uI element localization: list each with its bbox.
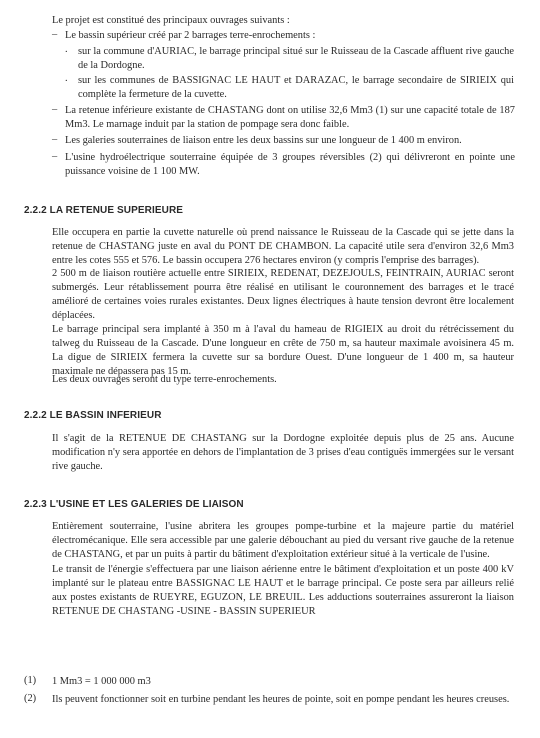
list-dash: –: [52, 104, 58, 115]
intro-item-lower-reservoir: La retenue inférieure existante de CHASTANG dont on utilise 32,6 Mm3 (1) sur une capacité totale de 187 Mm3. Le marnage induit par la station de pompage sera donc faible.: [65, 105, 515, 130]
upper-reservoir-paragraph-2: 2 500 m de liaison routière actuelle entre SIRIEIX, REDENAT, DEZEJOULS, FEINTRAIN, AURIAC seront submergés. Leur rétablissement pourra être réalisé en utilisant le couronnement des barrages et le tracé amélioré de certaines voies rurales existantes. Deux lignes électriques à haute tension devront être localement déplacées.: [52, 268, 514, 321]
section-heading-plant-galleries: 2.2.3 L'USINE ET LES GALERIES DE LIAISON: [24, 499, 244, 510]
section-heading-lower-basin: 2.2.2 LE BASSIN INFERIEUR: [24, 410, 162, 421]
upper-reservoir-paragraph-4: Les deux ouvrages seront du type terre-enrochements.: [52, 374, 277, 385]
section-heading-upper-reservoir: 2.2.2 LA RETENUE SUPERIEURE: [24, 205, 184, 216]
footnote-text: Ils peuvent fonctionner soit en turbine pendant les heures de pointe, soit en pompe pendant les heures creuses.: [52, 694, 510, 705]
intro-item-plant: L'usine hydroélectrique souterraine équipée de 3 groupes réversibles (2) qui délivreront en pointe une puissance voisine de 1 100 MW.: [65, 152, 515, 177]
footnote-number: (1): [24, 675, 37, 686]
list-dash: –: [52, 151, 58, 162]
list-bullet: .: [65, 73, 68, 84]
list-dash: –: [52, 134, 58, 145]
plant-paragraph-1: Entièrement souterraine, l'usine abritera les groupes pompe-turbine et la majeure partie du matériel électromécanique. Elle sera accessible par une galerie débouchant au pied du versant rive gauche de la retenue de CHASTANG, et par un puits à partir du bâtiment d'exploitation extérieur situé à la verticale de l'usine.: [52, 521, 514, 560]
lower-basin-paragraph: Il s'agit de la RETENUE DE CHASTANG sur la Dordogne exploitée depuis plus de 25 ans. Aucune modification n'y sera apportée en dehors de l'implantation de 3 prises d'eau contiguës immergées sur le versant rive gauche.: [52, 433, 514, 472]
plant-paragraph-2: Le transit de l'énergie s'effectuera par une liaison aérienne entre le bâtiment d'exploitation et un poste 400 kV implanté sur le plateau entre BASSIGNAC LE HAUT et le barrage principal. Ce poste sera par ailleurs relié aux postes existants de RUEYRE, EGUZON, LE BREUIL. Les adductions souterraines assureront la liaison RETENUE DE CHASTANG -USINE - BASSIN SUPERIEUR: [52, 564, 514, 617]
upper-reservoir-paragraph-1: Elle occupera en partie la cuvette naturelle où prend naissance le Ruisseau de la Cascade qui se jette dans la retenue de CHASTANG juste en aval du PONT DE CHAMBON. La capacité utile sera d'environ 32,6 Mm3 entre les cotes 555 et 576. Le bassin occupera 276 hectares environ (y compris l'emprise des barrages).: [52, 227, 514, 266]
intro-subitem-sirieix: sur les communes de BASSIGNAC LE HAUT et DARAZAC, le barrage secondaire de SIRIEIX qui complète la fermeture de la cuvette.: [78, 75, 514, 100]
list-dash: –: [52, 29, 58, 40]
intro-item-galleries: Les galeries souterraines de liaison entre les deux bassins sur une longueur de 1 400 m environ.: [65, 135, 462, 146]
list-bullet: .: [65, 44, 68, 55]
intro-item-upper-basin: Le bassin supérieur créé par 2 barrages terre-enrochements :: [65, 30, 316, 41]
footnote-text: 1 Mm3 = 1 000 000 m3: [52, 676, 151, 687]
upper-reservoir-paragraph-3: Le barrage principal sera implanté à 350 m à l'aval du hameau de RIGIEIX au droit du rétrécissement du talweg du Ruisseau de la Cascade. D'une longueur en crête de 750 m, sa hauteur maximale avoisinera 45 m. La digue de SIRIEIX fermera la cuvette sur sa bordure Ouest. D'une longueur de 1 400 m, sa hauteur maximale ne dépassera pas 15 m.: [52, 324, 514, 377]
intro-lead: Le projet est constitué des principaux ouvrages suivants :: [52, 15, 290, 26]
intro-subitem-auriac: sur la commune d'AURIAC, le barrage principal situé sur le Ruisseau de la Cascade affluent rive gauche de la Dordogne.: [78, 46, 514, 71]
footnote-number: (2): [24, 693, 37, 704]
